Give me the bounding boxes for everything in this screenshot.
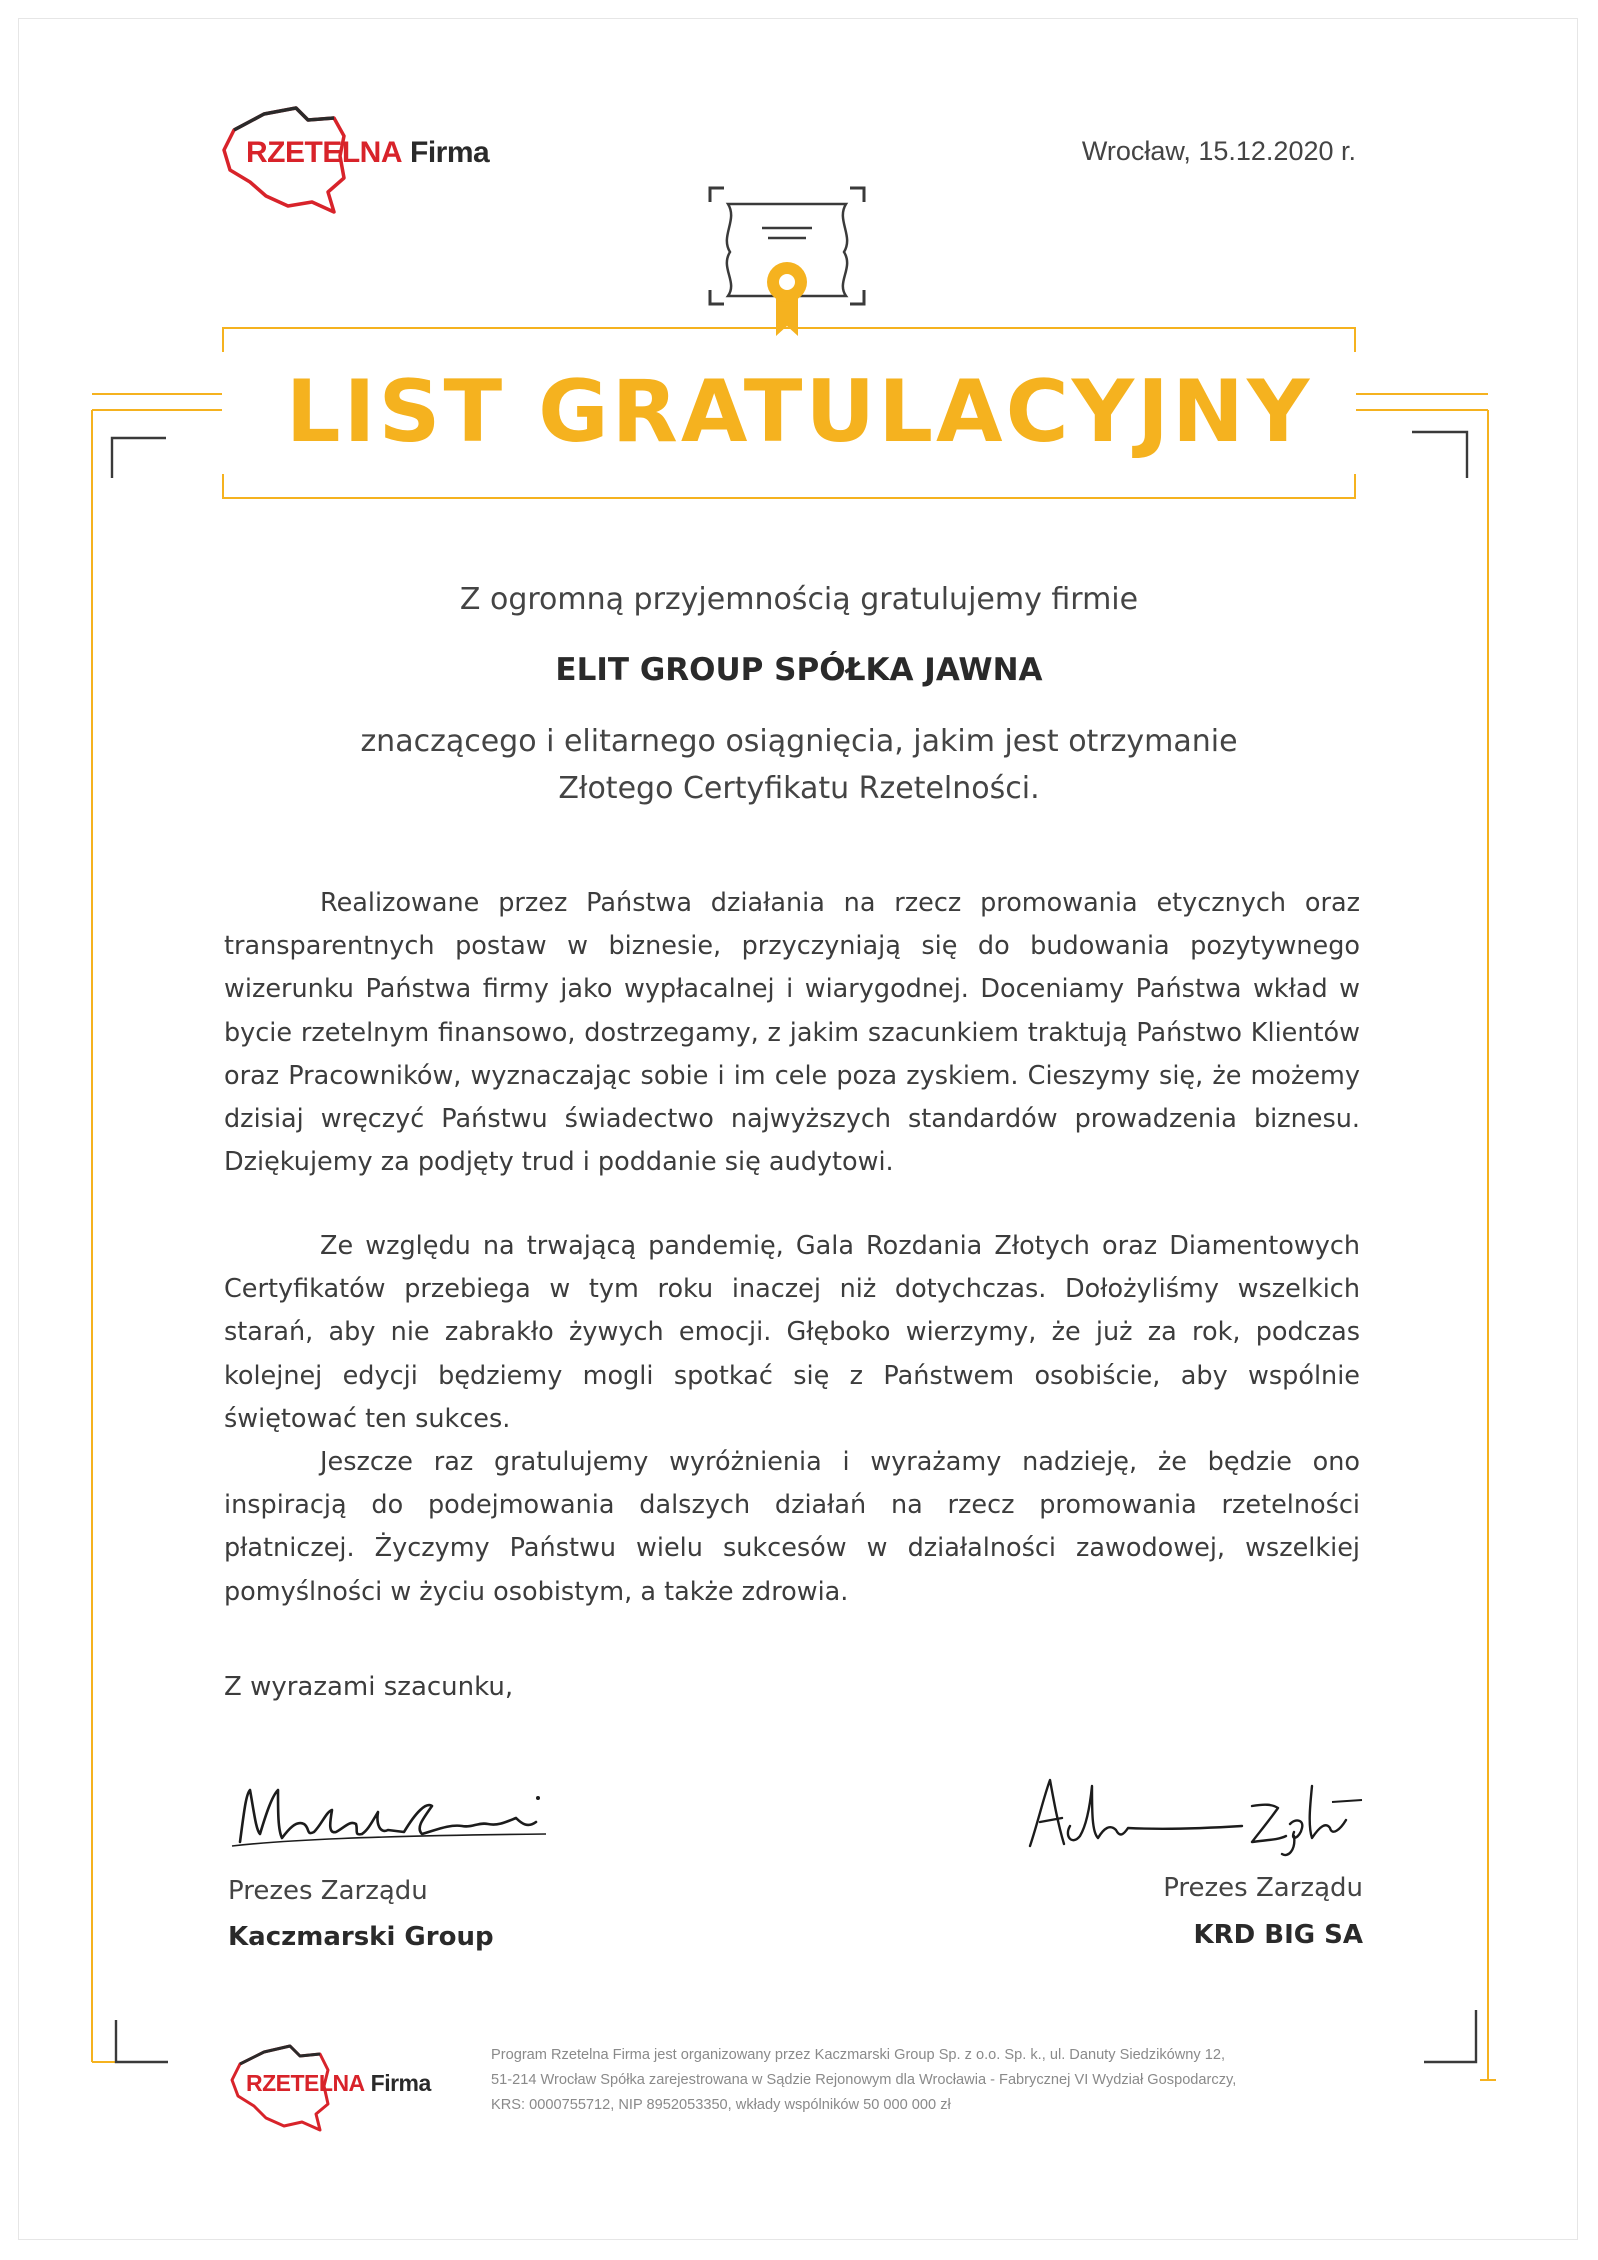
paragraph-text: Ze względu na trwającą pandemię, Gala Rozdania Złotych oraz Diamentowych Certyfikatów przebiega w tym roku inaczej niż dotychczas. Dołożyliśmy wszelkich starań, aby nie zabrakło żywych emocji. Głęboko wierzymy, że już za rok, podczas kolejnej edycji będziemy mogli spotkać się z Państwem osobiście, aby wspólnie świętować ten sukces. bbox=[224, 1231, 1360, 1434]
paragraph-text: Jeszcze raz gratulujemy wyróżnienia i wyrażamy nadzieję, że będzie ono inspiracją do podejmowania dalszych działań na rzecz promowania rzetelności płatniczej. Życzymy Państwu wielu sukcesów w działalności zawodowej, wszelkiej pomyślności w życiu osobistym, a także zdrowia. bbox=[224, 1447, 1360, 1607]
left-signatory-org: Kaczmarski Group bbox=[228, 1922, 494, 1952]
right-signatory-role: Prezes Zarządu bbox=[1163, 1873, 1363, 1903]
body-paragraph-1 bbox=[224, 882, 1360, 1184]
body-paragraph-3 bbox=[224, 1441, 1360, 1614]
footer-logo-word-rzetelna: RZETELNA bbox=[246, 2070, 365, 2096]
right-signatory-org: KRD BIG SA bbox=[1193, 1920, 1363, 1950]
paragraph-text: Realizowane przez Państwa działania na rzecz promowania etycznych oraz transparentnych postaw w biznesie, przyczyniają się do budowania pozytywnego wizerunku Państwa firmy jako wypłacalnej i wiarygodnej. Doceniamy Państwa wkład w bycie rzetelnym finansowo, dostrzegamy, z jakim szacunkiem traktują Państwo Klientów oraz Pracowników, wyznaczając sobie i im cele poza zyskiem. Cieszymy się, że możemy dzisiaj wręczyć Państwu świadectwo najwyższych standardów prowadzenia biznesu. Dziękujemy za podjęty trud i poddanie się audytowi. bbox=[224, 888, 1360, 1178]
company-name: ELIT GROUP SPÓŁKA JAWNA bbox=[555, 652, 1043, 688]
certificate-rosette-icon bbox=[706, 184, 870, 342]
footer-line: Program Rzetelna Firma jest organizowany przez Kaczmarski Group Sp. z o.o. Sp. k., ul. Danuty Siedzikówny 12, bbox=[491, 2047, 1226, 2063]
closing-salutation: Z wyrazami szacunku, bbox=[224, 1672, 514, 1702]
left-signature bbox=[226, 1772, 556, 1862]
footer-legal-text bbox=[491, 2043, 1351, 2118]
body-paragraph-2 bbox=[224, 1225, 1360, 1441]
left-signatory-role: Prezes Zarządu bbox=[228, 1876, 428, 1906]
footer-logo-word-firma: Firma bbox=[370, 2070, 431, 2096]
page-title: LIST GRATULACYJNY bbox=[285, 362, 1313, 462]
intro-text: Z ogromną przyjemnością gratulujemy firmie bbox=[459, 582, 1139, 617]
footer-line: 51-214 Wrocław Spółka zarejestrowana w Sądzie Rejonowym dla Wrocławia - Fabrycznej VI Wydział Gospodarczy, bbox=[491, 2072, 1237, 2088]
logo-word-firma: Firma bbox=[410, 136, 490, 169]
footer-line: KRS: 0000755712, NIP 8952053350, wkłady wspólników 50 000 000 zł bbox=[491, 2097, 951, 2113]
right-signature bbox=[1020, 1766, 1366, 1858]
achievement-line-1: znaczącego i elitarnego osiągnięcia, jakim jest otrzymanie bbox=[360, 724, 1238, 759]
document-date: Wrocław, 15.12.2020 r. bbox=[1081, 136, 1356, 166]
achievement-line-2: Złotego Certyfikatu Rzetelności. bbox=[558, 771, 1040, 806]
footer-logo bbox=[226, 2040, 446, 2136]
logo-word-rzetelna: RZETELNA bbox=[246, 136, 402, 169]
header-logo bbox=[216, 100, 506, 218]
